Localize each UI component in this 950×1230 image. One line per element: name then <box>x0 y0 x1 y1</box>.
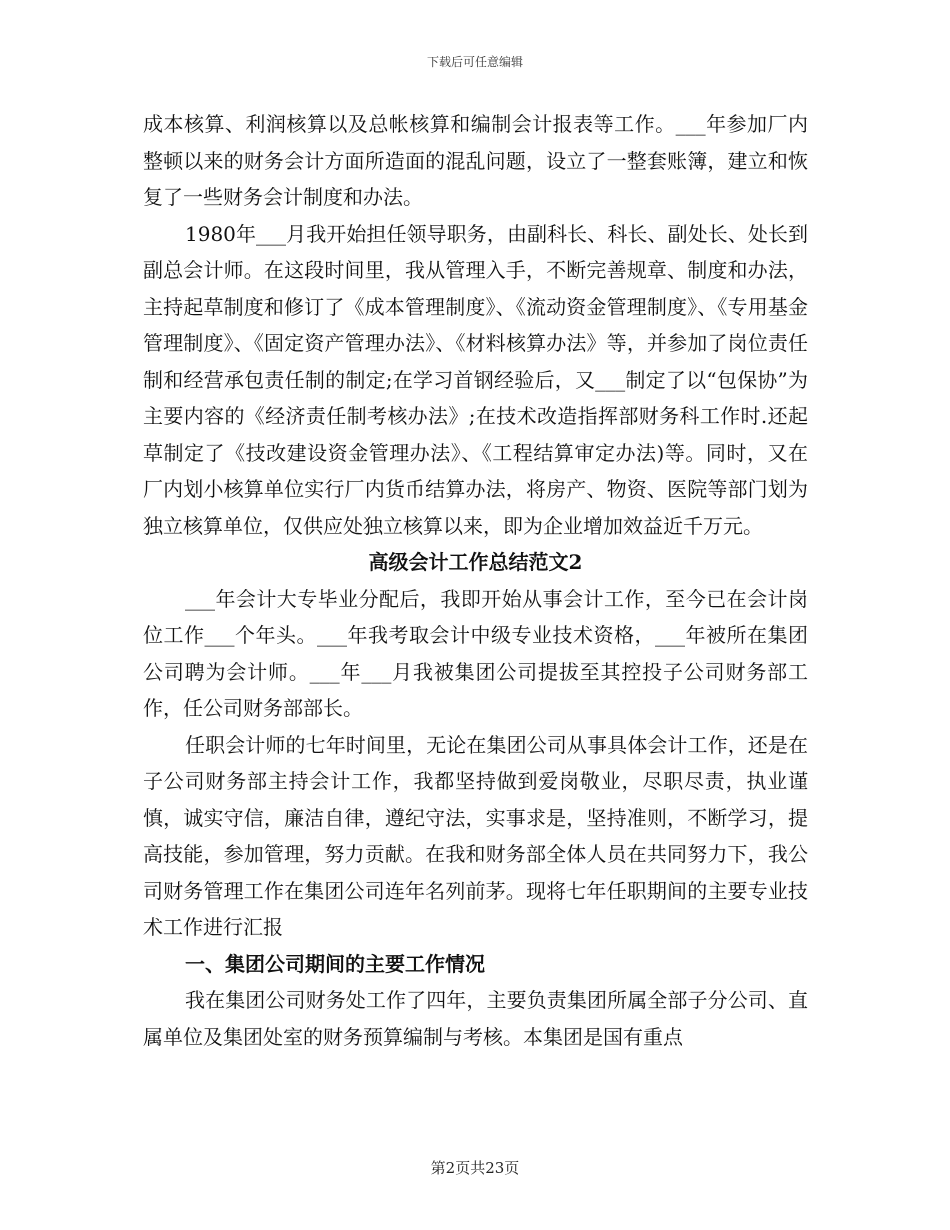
paragraph-finance-office: 我在集团公司财务处工作了四年，主要负责集团所属全部子分公司、直属单位及集团处室的财务预算编制与考核。本集团是国有重点 <box>143 988 808 1049</box>
section-heading: 一、集团公司期间的主要工作情况 <box>185 951 485 976</box>
paragraph-leadership: 1980年___月我开始担任领导职务，由副科长、科长、副处长、处长到副总会计师。在这段时间里，我从管理入手，不断完善规章、制度和办法，主持起草制度和修订了《成本管理制度》、《流动资金管理制度》、《专用基金管理制度》、《固定资产管理办法》、《材料核算办法》等，并参加了岗位责任制和经营承包责任制的制定;在学习首钢经验后，又___制定了以“包保协”为主要内容的《经济责任制考核办法》;在技术改造指挥部财务科工作时.还起草制定了《技改建设资金管理办法》、《工程结算审定办法)等。同时，又在厂内划小核算单位实行厂内货币结算办法，将房产、物资、医院等部门划为独立核算单位，仅供应处独立核算以来，即为企业增加效益近千万元。 <box>143 221 808 538</box>
page-number: 第2页共23页 <box>430 1159 520 1177</box>
document-body <box>143 106 808 1055</box>
paragraph-continuation: 成本核算、利润核算以及总帐核算和编制会计报表等工作。___年参加厂内整顿以来的财务会计方面所造面的混乱问题，设立了一整套账簿，建立和恢复了一些财务会计制度和办法。 <box>143 112 808 209</box>
page-header: 下载后可任意编辑 <box>426 55 523 69</box>
article-title: 高级会计工作总结范文2 <box>368 550 583 574</box>
paragraph-seven-years: 任职会计师的七年时间里，无论在集团公司从事具体会计工作，还是在子公司财务部主持会计工作，我都坚持做到爱岗敬业，尽职尽责，执业谨慎，诚实守信，廉洁自律，遵纪守法，实事求是，坚持准则，不断学习，提高技能，参加管理，努力贡献。在我和财务部全体人员在共同努力下，我公司财务管理工作在集团公司连年名列前茅。现将七年任职期间的主要专业技术工作进行汇报 <box>143 732 808 939</box>
paragraph-career-start: ___年会计大专毕业分配后，我即开始从事会计工作，至今已在会计岗位工作___个年头。___年我考取会计中级专业技术资格，___年被所在集团公司聘为会计师。___年___月我被集团公司提拔至其控投子公司财务部工作，任公司财务部部长。 <box>143 586 808 720</box>
